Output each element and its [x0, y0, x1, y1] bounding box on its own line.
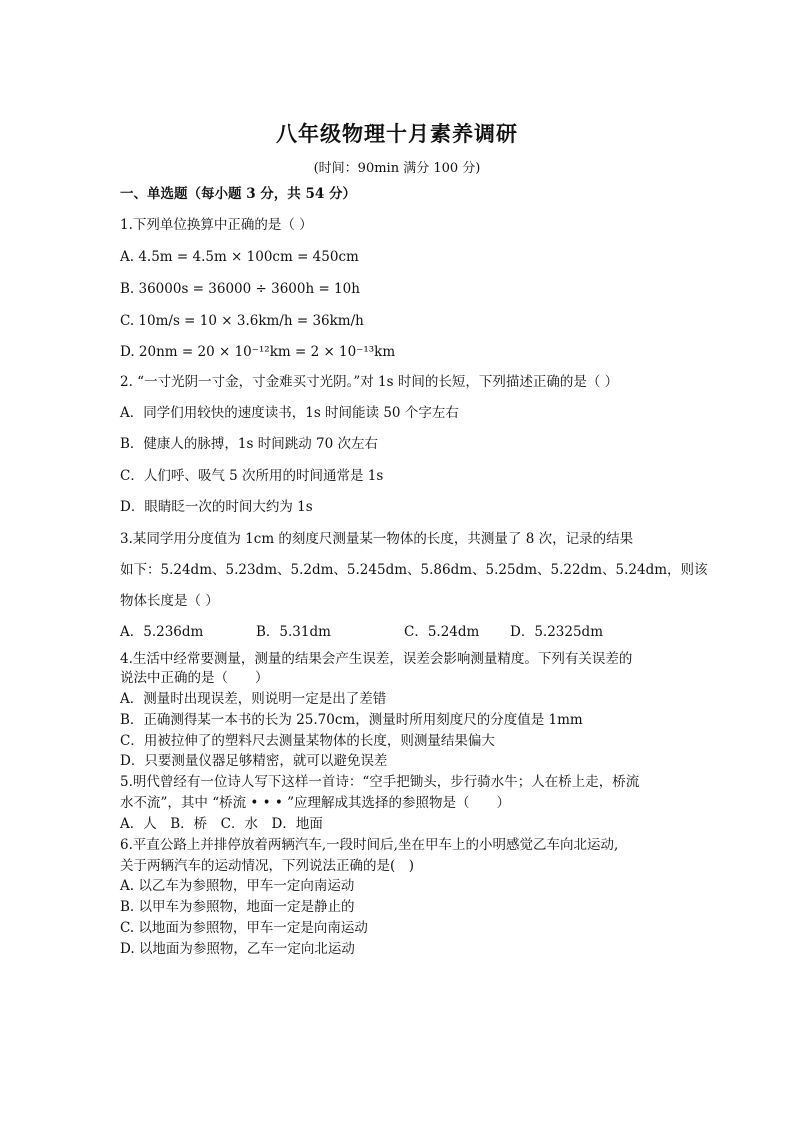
q4-stem-line-1: 4.生活中经常要测量，测量的结果会产生误差，误差会影响测量精度。下列有关误差的 — [120, 651, 633, 667]
page-subtitle: (时间：90min 满分 100 分) — [313, 161, 481, 176]
q3-stem-line-3: 物体长度是（ ） — [120, 593, 219, 609]
q3-option-c: C．5.24dm — [404, 624, 480, 640]
q5-options: A．人 B．桥 C．水 D．地面 — [120, 816, 323, 832]
q6-option-d: D. 以地面为参照物，乙车一定向北运动 — [120, 941, 355, 957]
q4-option-a: A．测量时出现误差，则说明一定是出了差错 — [120, 691, 387, 707]
q1-option-d: D. 20nm = 20 × 10⁻¹²km = 2 × 10⁻¹³km — [120, 344, 396, 360]
q3-option-a: A．5.236dm — [120, 624, 204, 640]
q6-stem-line-2: 关于两辆汽车的运动情况，下列说法正确的是( ) — [120, 858, 415, 874]
q3-option-d: D．5.2325dm — [510, 624, 604, 640]
q2-option-d: D．眼睛眨一次的时间大约为 1s — [120, 499, 313, 515]
q6-option-b: B. 以甲车为参照物，地面一定是静止的 — [120, 899, 355, 915]
q4-option-c: C．用被拉伸了的塑料尺去测量某物体的长度，则测量结果偏大 — [120, 733, 495, 749]
section-heading: 一、单选题（每小题 3 分，共 54 分） — [120, 186, 356, 202]
q1-option-b: B. 36000s = 36000 ÷ 3600h = 10h — [120, 281, 360, 297]
q1-option-c: C. 10m/s = 10 × 3.6km/h = 36km/h — [120, 313, 364, 329]
q6-stem-line-1: 6.平直公路上并排停放着两辆汽车,一段时间后,坐在甲车上的小明感觉乙车向北运动, — [120, 837, 619, 853]
q2-option-a: A．同学们用较快的速度读书，1s 时间能读 50 个字左右 — [120, 405, 459, 421]
q6-option-a: A. 以乙车为参照物，甲车一定向南运动 — [120, 878, 355, 894]
q3-option-b: B．5.31dm — [256, 624, 331, 640]
q3-stem-line-1: 3.某同学用分度值为 1cm 的刻度尺测量某一物体的长度，共测量了 8 次，记录的结果 — [120, 531, 634, 547]
q2-stem: 2. “一寸光阴一寸金，寸金难买寸光阴。”对 1s 时间的长短，下列描述正确的是（ ） — [120, 374, 619, 390]
q1-option-a: A. 4.5m = 4.5m × 100cm = 450cm — [120, 249, 359, 265]
q2-option-b: B．健康人的脉搏，1s 时间跳动 70 次左右 — [120, 436, 378, 452]
q4-option-d: D．只要测量仪器足够精密，就可以避免误差 — [120, 753, 388, 769]
q4-stem-line-2: 说法中正确的是（ ） — [120, 670, 269, 686]
q4-option-b: B．正确测得某一本书的长为 25.70cm，测量时所用刻度尺的分度值是 1mm — [120, 712, 583, 728]
page-title: 八年级物理十月素养调研 — [276, 121, 518, 146]
q5-stem-line-1: 5.明代曾经有一位诗人写下这样一首诗：“空手把锄头，步行骑水牛；人在桥上走，桥流 — [120, 774, 640, 790]
q1-stem: 1.下列单位换算中正确的是（ ） — [120, 217, 313, 233]
q2-option-c: C．人们呼、吸气 5 次所用的时间通常是 1s — [120, 468, 384, 484]
q6-option-c: C. 以地面为参照物，甲车一定是向南运动 — [120, 920, 368, 936]
q5-stem-line-2: 水不流”，其中 “桥流 • • • ”应理解成其选择的参照物是（ ） — [120, 795, 511, 811]
q3-stem-line-2: 如下：5.24dm、5.23dm、5.2dm、5.245dm、5.86dm、5.25dm、5.22dm、5.24dm，则该 — [120, 562, 708, 578]
